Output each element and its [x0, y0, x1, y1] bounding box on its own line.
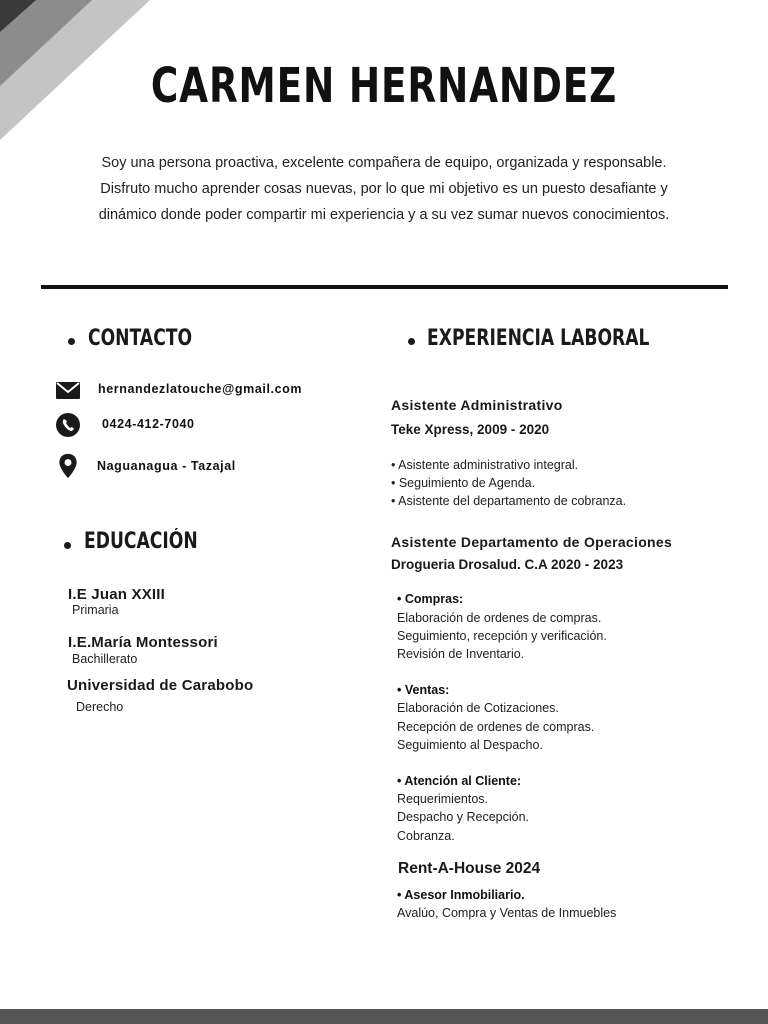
- job-duty: Seguimiento, recepción y verificación.: [397, 629, 607, 643]
- job-duty: Elaboración de ordenes de compras.: [397, 611, 602, 625]
- education-school: Universidad de Carabobo: [67, 677, 254, 694]
- section-bullet: [64, 542, 71, 549]
- education-level: Derecho: [76, 700, 124, 714]
- job-duty: Despacho y Recepción.: [397, 810, 530, 824]
- envelope-icon: [55, 378, 81, 404]
- experience-section-title: EXPERIENCIA LABORAL: [427, 326, 650, 351]
- duty-group-heading: • Ventas:: [397, 683, 450, 697]
- duty-group-heading: • Asesor Inmobiliario.: [397, 888, 525, 902]
- job-duty: Seguimiento al Despacho.: [397, 738, 543, 752]
- summary-line: Disfruto mucho aprender cosas nuevas, por lo que mi objetivo es un puesto desafiante y: [100, 181, 668, 197]
- contact-section-title: CONTACTO: [88, 326, 193, 351]
- job-title: Rent-A-House 2024: [398, 860, 541, 877]
- phone-number: 0424-412-7040: [102, 417, 195, 431]
- job-company: Drogueria Drosalud. C.A 2020 - 2023: [391, 557, 624, 572]
- education-school: I.E.María Montessori: [68, 634, 218, 651]
- location-text: Naguanagua - Tazajal: [97, 459, 236, 473]
- phone-icon: [55, 412, 81, 438]
- summary-line: dinámico donde poder compartir mi experiencia y a su vez sumar nuevos conocimientos.: [98, 207, 670, 223]
- job-company: Teke Xpress, 2009 - 2020: [391, 422, 550, 437]
- education-level: Primaria: [72, 603, 119, 617]
- job-duty: • Seguimiento de Agenda.: [391, 476, 536, 490]
- header-divider: [41, 285, 728, 289]
- education-level: Bachillerato: [72, 652, 138, 666]
- profile-summary: [60, 150, 708, 228]
- job-duty: • Asistente del departamento de cobranza.: [391, 494, 627, 508]
- summary-line: Soy una persona proactiva, excelente compañera de equipo, organizada y responsable.: [101, 155, 667, 171]
- job-duty: Elaboración de Cotizaciones.: [397, 701, 559, 715]
- job-duty: Requerimientos.: [397, 792, 489, 806]
- job-duty: Avalúo, Compra y Ventas de Inmuebles: [397, 906, 617, 920]
- job-duty: Cobranza.: [397, 829, 455, 843]
- job-duty: Recepción de ordenes de compras.: [397, 720, 595, 734]
- education-section-title: EDUCACIÓN: [84, 529, 198, 554]
- job-duty: Revisión de Inventario.: [397, 647, 525, 661]
- job-title: Asistente Departamento de Operaciones: [391, 534, 673, 550]
- education-school: I.E Juan XXIII: [68, 586, 165, 603]
- location-pin-icon: [55, 453, 81, 479]
- section-bullet: [408, 338, 415, 345]
- job-duty: • Asistente administrativo integral.: [391, 458, 579, 472]
- section-bullet: [68, 338, 75, 345]
- email-link[interactable]: hernandezlatouche@gmail.com: [98, 382, 303, 396]
- duty-group-heading: • Atención al Cliente:: [397, 774, 522, 788]
- footer-bar: [0, 1009, 768, 1024]
- candidate-name: CARMEN HERNANDEZ: [150, 58, 618, 114]
- duty-group-heading: • Compras:: [397, 592, 464, 606]
- job-title: Asistente Administrativo: [391, 397, 563, 413]
